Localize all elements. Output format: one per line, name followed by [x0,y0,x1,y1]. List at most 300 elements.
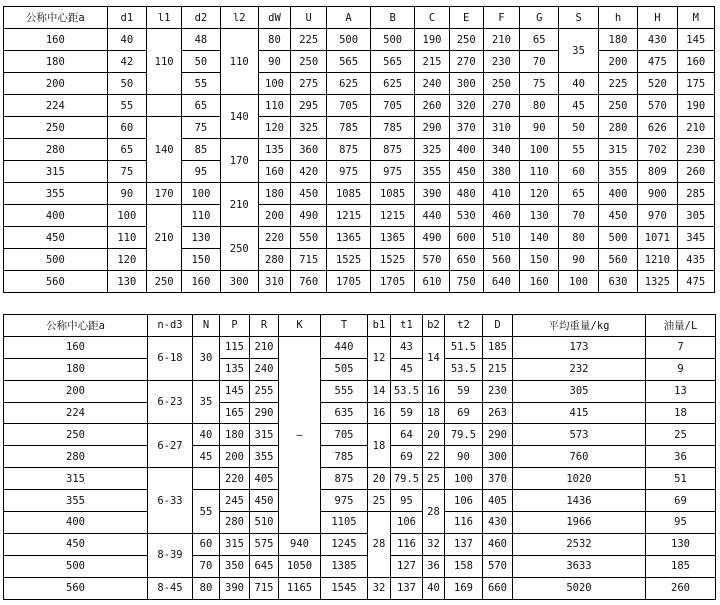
table-cell: 500 [4,555,148,577]
table-cell: 490 [415,227,449,249]
table-cell: 140 [220,95,258,139]
table-cell: 280 [4,446,148,468]
table-cell: 51.5 [445,336,483,358]
table-cell: 60 [559,161,598,183]
table-cell: 75 [520,73,559,95]
table-cell: 250 [4,424,148,446]
table-cell: 875 [327,139,371,161]
table-cell: 450 [449,161,483,183]
table-cell: 110 [147,29,182,95]
table-cell: 80 [520,95,559,117]
table-cell: 350 [220,555,250,577]
header-cell: C [415,7,449,29]
table-row [4,271,715,293]
table-cell: 60 [107,117,146,139]
table-cell: 43 [391,336,423,358]
table-cell: 625 [327,73,371,95]
table-cell: 40 [559,73,598,95]
table-row [4,205,715,227]
table-cell: 100 [107,205,146,227]
table-row [4,73,715,95]
table-row [4,183,715,205]
table-cell: 490 [291,205,327,227]
table-cell [193,468,220,490]
table-cell: 200 [4,380,148,402]
table-cell: 135 [258,139,290,161]
table-cell: 55 [107,95,146,117]
table-cell: 640 [483,271,519,293]
table-cell: 185 [646,555,716,577]
header-cell: K [279,315,321,337]
table-cell: 715 [250,577,279,599]
table-cell: 650 [449,249,483,271]
table-cell: 45 [391,358,423,380]
table-row [4,512,716,534]
table-cell: 80 [193,577,220,599]
table-row [4,446,716,468]
table-cell: 400 [4,512,148,534]
table-cell: 2532 [513,533,646,555]
table-cell: 106 [391,512,423,534]
table-cell: — [279,336,321,533]
table-cell: 705 [327,95,371,117]
table-cell: 785 [321,446,368,468]
table-cell: 127 [391,555,423,577]
table-cell: 760 [513,446,646,468]
table-cell: 975 [321,490,368,512]
table-cell: 215 [415,51,449,73]
table-cell: 150 [520,249,559,271]
table-row [4,249,715,271]
table-row [4,51,715,73]
table-cell: 325 [291,117,327,139]
table-cell: 1705 [327,271,371,293]
table-cell: 120 [520,183,559,205]
table-cell: 250 [449,29,483,51]
table-cell: 250 [291,51,327,73]
table-cell: 560 [598,249,637,271]
table-cell: 610 [415,271,449,293]
header-cell: T [321,315,368,337]
table-cell: 510 [483,227,519,249]
table-cell: 715 [291,249,327,271]
table-row [4,29,715,51]
table-cell: 310 [258,271,290,293]
table-cell: 1365 [370,227,415,249]
table-cell: 48 [182,29,220,51]
table-cell: 300 [483,446,513,468]
table-cell: 290 [483,424,513,446]
table-cell: 95 [391,490,423,512]
table-cell: 14 [423,336,445,380]
table-row [4,117,715,139]
table-cell: 69 [391,446,423,468]
table-cell: 85 [182,139,220,161]
table-cell: 570 [638,95,677,117]
table-cell: 59 [445,380,483,402]
header-cell: S [559,7,598,29]
table-cell: 705 [370,95,415,117]
table-cell: 36 [423,555,445,577]
table-row [4,490,716,512]
table-cell: 435 [677,249,714,271]
table-cell: 80 [258,29,290,51]
table-cell: 16 [368,402,391,424]
table-cell: 295 [291,95,327,117]
table-cell: 69 [445,402,483,424]
table-cell: 115 [220,336,250,358]
table-cell: 51 [646,468,716,490]
table-cell: 190 [677,95,714,117]
table-cell: 1545 [321,577,368,599]
table-cell: 220 [258,227,290,249]
table-cell: 225 [291,29,327,51]
table-cell: 415 [513,402,646,424]
table-row [4,139,715,161]
table-cell: 340 [483,139,519,161]
table-cell: 6-33 [148,468,193,534]
table-cell: 560 [4,271,108,293]
table-cell: 560 [483,249,519,271]
header-cell: G [520,7,559,29]
header-cell: t1 [391,315,423,337]
table-cell: 520 [638,73,677,95]
table-cell: 50 [107,73,146,95]
table-cell: 565 [370,51,415,73]
table-cell: 1245 [321,533,368,555]
header-cell: H [638,7,677,29]
table-cell: 875 [321,468,368,490]
table-cell: 116 [445,512,483,534]
table-cell: 18 [646,402,716,424]
table-cell: 130 [520,205,559,227]
table-cell: 355 [598,161,637,183]
table-row [4,424,716,446]
table-cell: 9 [646,358,716,380]
table-row [4,336,716,358]
mounting-weight-table [3,314,716,600]
header-cell: R [250,315,279,337]
table-cell: 137 [391,577,423,599]
table-cell: 200 [4,73,108,95]
table-cell: 90 [107,183,146,205]
table-cell: 160 [677,51,714,73]
table-cell: 875 [370,139,415,161]
table-cell: 400 [598,183,637,205]
table-cell: 150 [182,249,220,271]
table-cell: 450 [250,490,279,512]
table-cell: 30 [193,336,220,380]
table-cell: 140 [147,117,182,183]
table-cell: 175 [677,73,714,95]
table-cell: 160 [4,336,148,358]
table-cell: 70 [193,555,220,577]
table-cell: 210 [220,183,258,227]
table-cell: 625 [370,73,415,95]
table-cell: 130 [646,533,716,555]
table-cell: 145 [677,29,714,51]
table-cell: 240 [415,73,449,95]
table-cell: 315 [598,139,637,161]
table-cell: 100 [258,73,290,95]
table-cell [147,95,182,117]
table-cell: 380 [483,161,519,183]
table-cell: 290 [250,402,279,424]
table-cell: 90 [445,446,483,468]
table-cell: 440 [321,336,368,358]
table-cell: 169 [445,577,483,599]
table-cell: 3633 [513,555,646,577]
table-cell: 305 [513,380,646,402]
table-cell: 65 [182,95,220,117]
header-cell: h [598,7,637,29]
table-cell: 355 [4,490,148,512]
table-cell: 36 [646,446,716,468]
table-cell: 626 [638,117,677,139]
table-cell: 180 [4,51,108,73]
table-cell: 255 [250,380,279,402]
table-cell: 200 [258,205,290,227]
table-row [4,227,715,249]
table-cell: 210 [483,29,519,51]
header-cell: n-d3 [148,315,193,337]
table-cell: 165 [220,402,250,424]
table-cell: 600 [449,227,483,249]
table-cell: 185 [483,336,513,358]
table-cell: 280 [4,139,108,161]
table-cell: 8-39 [148,533,193,577]
header-cell: U [291,7,327,29]
table-cell: 20 [423,424,445,446]
table-cell: 135 [220,358,250,380]
table-cell: 1385 [321,555,368,577]
table-cell: 7 [646,336,716,358]
table-cell: 250 [483,73,519,95]
table-cell: 1071 [638,227,677,249]
table-cell: 500 [370,29,415,51]
table-cell: 400 [449,139,483,161]
table-cell: 160 [520,271,559,293]
header-cell: 油量/L [646,315,716,337]
table-cell: 310 [483,117,519,139]
table-cell: 300 [449,73,483,95]
table-cell: 645 [250,555,279,577]
table-cell: 245 [220,490,250,512]
table-cell: 290 [415,117,449,139]
table-cell: 50 [559,117,598,139]
table-cell: 18 [423,402,445,424]
table-cell: 110 [520,161,559,183]
table-cell: 224 [4,95,108,117]
table-cell: 550 [291,227,327,249]
table-cell: 785 [370,117,415,139]
table-cell: 530 [449,205,483,227]
table-cell: 160 [4,29,108,51]
table-cell: 970 [638,205,677,227]
header-cell: 公称中心距a [4,7,108,29]
table-cell: 12 [368,336,391,380]
table-cell: 1705 [370,271,415,293]
table-row [4,161,715,183]
table-cell: 270 [483,95,519,117]
table-cell: 232 [513,358,646,380]
table-cell: 1105 [321,512,368,534]
table-row [4,402,716,424]
table-cell: 355 [415,161,449,183]
header-cell: b2 [423,315,445,337]
table-cell: 64 [391,424,423,446]
header-cell: F [483,7,519,29]
table-cell: 460 [483,533,513,555]
table-cell: 45 [559,95,598,117]
table-cell: 240 [250,358,279,380]
table-cell: 270 [449,51,483,73]
table-cell: 40 [193,424,220,446]
table-cell: 355 [250,446,279,468]
table-cell: 55 [182,73,220,95]
table-cell: 180 [4,358,148,380]
table-cell: 173 [513,336,646,358]
table-cell: 190 [415,29,449,51]
table-cell: 320 [449,95,483,117]
table-cell: 1020 [513,468,646,490]
table-cell: 1085 [327,183,371,205]
table-cell: 210 [250,336,279,358]
table-cell: 45 [193,446,220,468]
table-cell: 250 [4,117,108,139]
table-cell: 1165 [279,577,321,599]
table-cell: 40 [107,29,146,51]
table-cell: 140 [520,227,559,249]
table-cell: 305 [677,205,714,227]
table-cell: 405 [483,490,513,512]
table-cell: 355 [4,183,108,205]
table-cell: 65 [520,29,559,51]
table-cell: 25 [646,424,716,446]
table-cell: 1215 [327,205,371,227]
table-cell: 100 [520,139,559,161]
table-cell: 170 [147,183,182,205]
table-cell: 22 [423,446,445,468]
table-cell: 410 [483,183,519,205]
table-cell: 370 [449,117,483,139]
table-cell: 53.5 [445,358,483,380]
table-cell: 230 [677,139,714,161]
table-cell: 480 [449,183,483,205]
table-cell: 18 [368,424,391,468]
table-row [4,380,716,402]
table-cell: 25 [368,490,391,512]
table-cell: 6-18 [148,336,193,380]
header-cell: l2 [220,7,258,29]
table-cell: 1085 [370,183,415,205]
header-cell: dW [258,7,290,29]
table-cell: 500 [4,249,108,271]
table-cell: 80 [559,227,598,249]
table-cell: 250 [598,95,637,117]
table-cell: 560 [4,577,148,599]
table-cell: 40 [423,577,445,599]
table-cell: 35 [193,380,220,424]
table-cell: 100 [445,468,483,490]
table-cell: 390 [415,183,449,205]
table-cell: 210 [677,117,714,139]
table-cell: 130 [182,227,220,249]
table-cell: 280 [598,117,637,139]
table-row [4,468,716,490]
table-cell: 285 [677,183,714,205]
table-cell: 460 [483,205,519,227]
table-cell: 705 [321,424,368,446]
table-cell: 370 [483,468,513,490]
header-cell: d1 [107,7,146,29]
table-cell: 160 [258,161,290,183]
header-cell: D [483,315,513,337]
table-cell: 95 [646,512,716,534]
table-cell: 60 [193,533,220,555]
table-cell: 224 [4,402,148,424]
table-cell: 100 [182,183,220,205]
table-cell: 263 [483,402,513,424]
header-cell: A [327,7,371,29]
table-cell: 325 [415,139,449,161]
table-cell: 1966 [513,512,646,534]
table-cell: 8-45 [148,577,193,599]
table-cell: 500 [598,227,637,249]
header-cell: 公称中心距a [4,315,148,337]
header-cell: b1 [368,315,391,337]
table-cell: 95 [182,161,220,183]
table-cell: 106 [445,490,483,512]
table-cell: 1215 [370,205,415,227]
table-cell: 130 [107,271,146,293]
table-cell: 70 [559,205,598,227]
table-row [4,577,716,599]
table-cell: 215 [483,358,513,380]
table-cell: 315 [220,533,250,555]
table-cell: 225 [598,73,637,95]
table-cell: 55 [193,490,220,534]
table-cell: 120 [258,117,290,139]
table-cell: 110 [258,95,290,117]
table-cell: 450 [291,183,327,205]
table-cell: 116 [391,533,423,555]
table-cell: 70 [520,51,559,73]
table-cell: 100 [559,271,598,293]
header-cell: N [193,315,220,337]
table-cell: 14 [368,380,391,402]
table-cell: 79.5 [445,424,483,446]
table-cell: 65 [559,183,598,205]
table-cell: 260 [415,95,449,117]
table-cell: 200 [220,446,250,468]
table-cell: 500 [327,29,371,51]
table-cell: 180 [220,424,250,446]
table-cell: 785 [327,117,371,139]
table-cell: 280 [258,249,290,271]
table-cell: 510 [250,512,279,534]
table-cell: 430 [483,512,513,534]
table-cell: 405 [250,468,279,490]
table-cell: 570 [415,249,449,271]
table-cell: 110 [220,29,258,95]
table-cell: 250 [220,227,258,271]
table-cell: 55 [559,139,598,161]
table-cell: 809 [638,161,677,183]
table-cell: 1210 [638,249,677,271]
header-cell: l1 [147,7,182,29]
table-cell: 28 [368,512,391,578]
